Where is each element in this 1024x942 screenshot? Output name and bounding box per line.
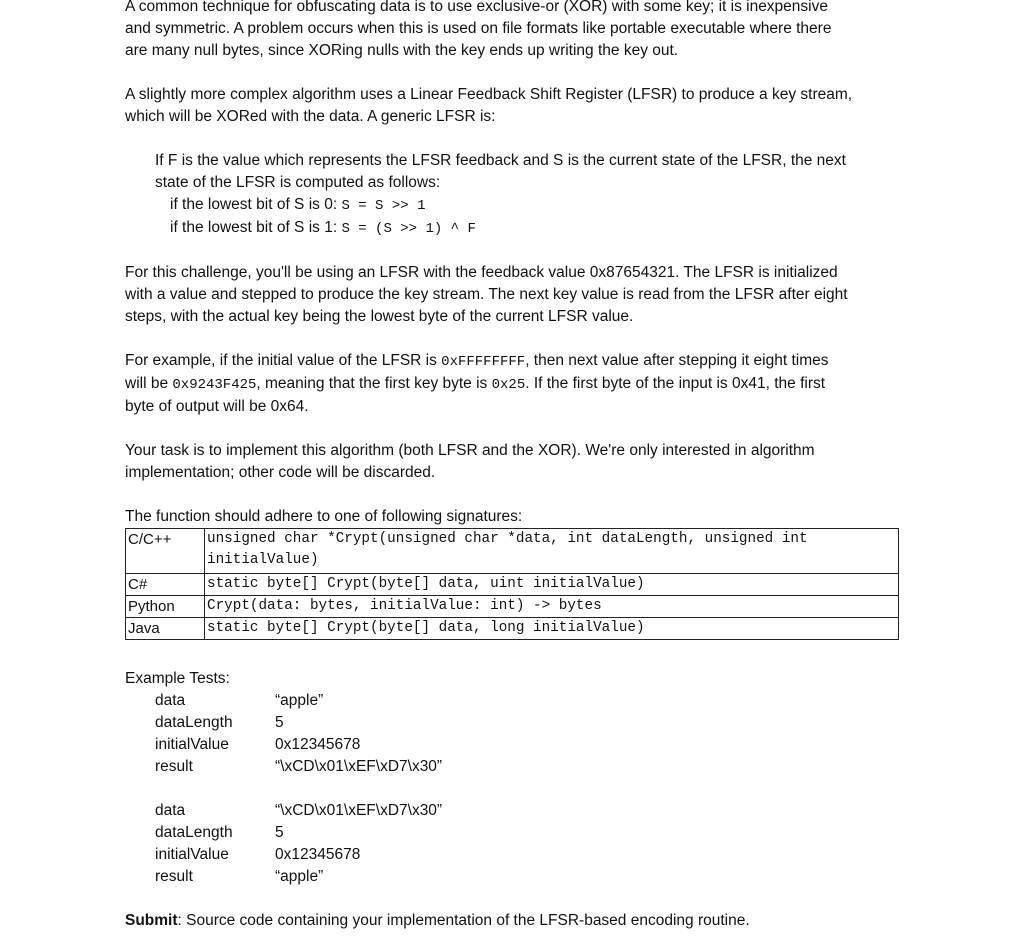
rule-0-code: S = S >> 1 (341, 198, 426, 214)
intro-paragraph (125, 0, 905, 62)
test-value: 5 (275, 824, 284, 841)
example-code: 0xFFFFFFFF (441, 354, 526, 370)
test-value: “\xCD\x01\xEF\xD7\x30” (275, 802, 443, 819)
table-row (126, 574, 899, 596)
signature-cell: Crypt(data: bytes, initialValue: int) -> bytes (205, 596, 899, 618)
example-line-3: byte of output will be 0x64. (125, 398, 309, 415)
test-row (155, 712, 905, 734)
test-row (155, 800, 905, 822)
submit-text: : Source code containing your implementation of the LFSR-based encoding routine. (177, 912, 750, 929)
test-row (155, 822, 905, 844)
lfsr-def-line-1: If F is the value which represents the LFSR feedback and S is the current state of the LFSR, the next (155, 152, 846, 169)
signature-cell (205, 529, 899, 574)
test-key: data (155, 802, 186, 819)
lfsr-intro-paragraph (125, 84, 905, 128)
rule-1-code: S = (S >> 1) ^ F (341, 221, 476, 237)
example-text: will be (125, 375, 173, 392)
test-row (155, 756, 905, 778)
signature-cell: static byte[] Crypt(byte[] data, uint initialValue) (205, 574, 899, 596)
test-value: 0x12345678 (275, 846, 361, 863)
test-key: result (155, 758, 193, 775)
signature-line: initialValue) (207, 552, 319, 568)
submit-line (125, 910, 905, 932)
example-paragraph (125, 350, 905, 418)
signatures-table (125, 528, 899, 640)
challenge-line-1: For this challenge, you'll be using an LFSR with the feedback value 0x87654321. The LFSR is initialized (125, 264, 838, 281)
example-text: . If the first byte of the input is 0x41, the first (525, 375, 826, 392)
intro-line-2: and symmetric. A problem occurs when this is used on file formats like portable executable where there (125, 20, 832, 37)
table-row (126, 618, 899, 640)
table-row (126, 529, 899, 574)
test-key: result (155, 868, 193, 885)
lang-cell: Python (126, 596, 205, 618)
lfsr-rule-1 (155, 217, 905, 240)
example-code: 0x25 (491, 377, 526, 393)
table-row (126, 596, 899, 618)
example-line-1 (125, 350, 905, 373)
example-text: , meaning that the first key byte is (256, 375, 492, 392)
test-key: dataLength (155, 714, 233, 731)
test-value: “\xCD\x01\xEF\xD7\x30” (275, 758, 443, 775)
example-tests (125, 668, 905, 888)
intro-line-3: are many null bytes, since XORing nulls with the key ends up writing the key out. (125, 42, 679, 59)
signatures-title: The function should adhere to one of following signatures: (125, 508, 523, 525)
lfsr-def-line-2: state of the LFSR is computed as follows: (155, 174, 441, 191)
test-key: data (155, 692, 186, 709)
tests-title: Example Tests: (125, 670, 230, 687)
test-row (155, 866, 905, 888)
lfsr-intro-line-1: A slightly more complex algorithm uses a Linear Feedback Shift Register (LFSR) to produce a key stream, (125, 86, 853, 103)
test-key: initialValue (155, 736, 229, 753)
lang-cell: Java (126, 618, 205, 640)
intro-line-1: A common technique for obfuscating data is to use exclusive-or (XOR) with some key; it is inexpensive (125, 0, 828, 15)
challenge-line-3: steps, with the actual key being the lowest byte of the current LFSR value. (125, 308, 634, 325)
test-key: dataLength (155, 824, 233, 841)
test-case-2 (125, 800, 905, 888)
rule-0-text: if the lowest bit of S is 0: (170, 196, 342, 213)
test-value: “apple” (275, 868, 324, 885)
test-row (155, 844, 905, 866)
example-line-2 (125, 373, 905, 396)
task-line-1: Your task is to implement this algorithm (both LFSR and the XOR). We're only interested in algorithm (125, 442, 815, 459)
submit-label: Submit (125, 912, 178, 929)
lang-cell: C# (126, 574, 205, 596)
example-code: 0x9243F425 (172, 377, 257, 393)
rule-1-text: if the lowest bit of S is 1: (170, 219, 342, 236)
example-text: , then next value after stepping it eight times (525, 352, 829, 369)
test-value: 0x12345678 (275, 736, 361, 753)
challenge-line-2: with a value and stepped to produce the key stream. The next key value is read from the LFSR after eight (125, 286, 848, 303)
test-key: initialValue (155, 846, 229, 863)
test-case-1 (125, 690, 905, 778)
example-text: For example, if the initial value of the LFSR is (125, 352, 442, 369)
task-line-2: implementation; other code will be discarded. (125, 464, 436, 481)
test-row (155, 734, 905, 756)
challenge-paragraph (125, 262, 905, 328)
lfsr-rule-0 (155, 194, 905, 217)
lfsr-intro-line-2: which will be XORed with the data. A generic LFSR is: (125, 108, 496, 125)
lang-cell: C/C++ (126, 529, 205, 574)
document-page (125, 0, 905, 932)
signature-line: unsigned char *Crypt(unsigned char *data, int dataLength, unsigned int (207, 531, 808, 547)
task-paragraph (125, 440, 905, 484)
test-value: 5 (275, 714, 284, 731)
lfsr-definition (125, 150, 905, 240)
test-value: “apple” (275, 692, 324, 709)
signature-cell: static byte[] Crypt(byte[] data, long initialValue) (205, 618, 899, 640)
test-row (155, 690, 905, 712)
